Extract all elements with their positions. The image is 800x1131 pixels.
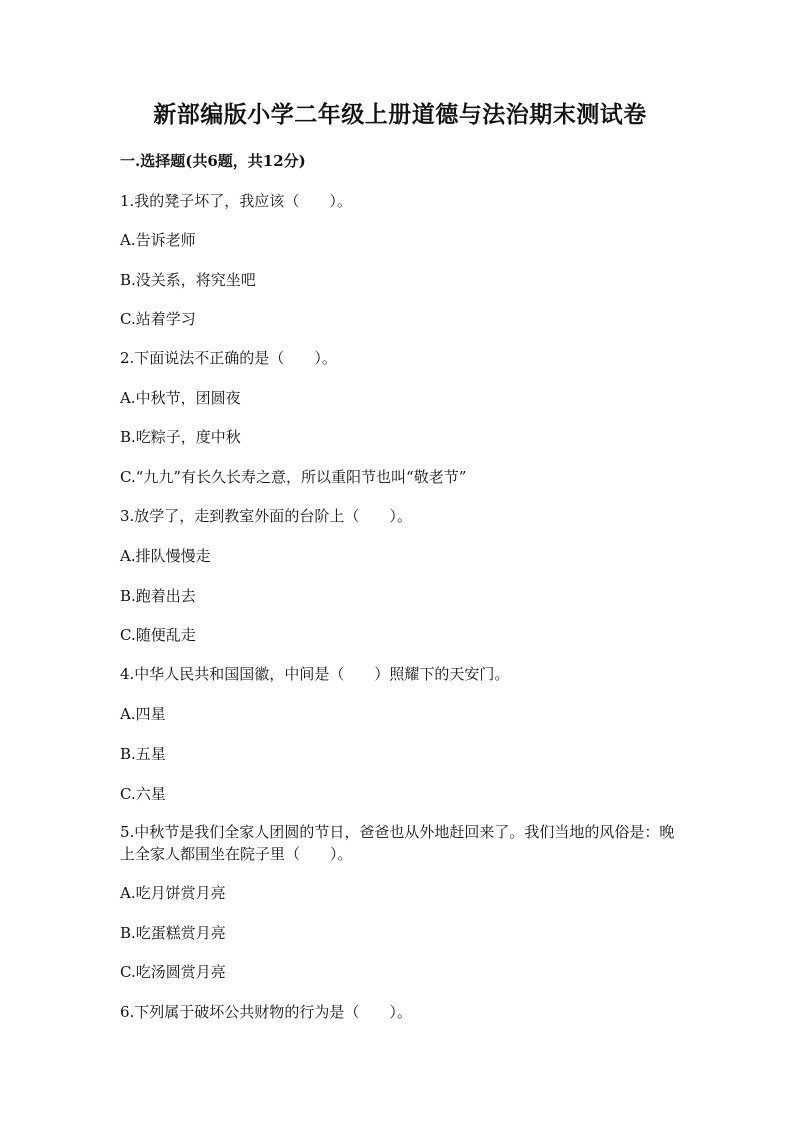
question-5-option-b: B.吃蛋糕赏月亮 bbox=[120, 924, 226, 942]
question-5-stem: 5.中秋节是我们全家人团圆的节日，爸爸也从外地赶回来了。我们当地的风俗是：晚上全家人都围坐在院子里（ ）。 bbox=[120, 823, 675, 863]
question-1-option-c: C.站着学习 bbox=[120, 310, 196, 328]
question-5-option-c: C.吃汤圆赏月亮 bbox=[120, 963, 226, 981]
question-3-option-c: C.随便乱走 bbox=[120, 626, 196, 644]
question-3-option-b: B.跑着出去 bbox=[120, 587, 196, 605]
question-4-option-a: A.四星 bbox=[120, 705, 166, 723]
question-3-stem: 3.放学了，走到教室外面的台阶上（ ）。 bbox=[120, 507, 412, 525]
question-5-option-a: A.吃月饼赏月亮 bbox=[120, 884, 226, 902]
section-heading: 一.选择题(共6题，共12分) bbox=[120, 152, 306, 170]
question-1-option-a: A.告诉老师 bbox=[120, 231, 196, 249]
question-2-option-c: C.“九九”有长久长寿之意，所以重阳节也叫“敬老节” bbox=[120, 468, 467, 486]
question-3-option-a: A.排队慢慢走 bbox=[120, 547, 211, 565]
question-4-stem: 4.中华人民共和国国徽，中间是（ ）照耀下的天安门。 bbox=[120, 665, 510, 683]
question-1-stem: 1.我的凳子坏了，我应该（ ）。 bbox=[120, 192, 352, 210]
question-2-option-a: A.中秋节，团圆夜 bbox=[120, 389, 241, 407]
question-2-option-b: B.吃粽子，度中秋 bbox=[120, 428, 241, 446]
question-4-option-b: B.五星 bbox=[120, 745, 166, 763]
question-2-stem: 2.下面说法不正确的是（ ）。 bbox=[120, 349, 337, 367]
question-1-option-b: B.没关系，将究坐吧 bbox=[120, 271, 256, 289]
question-6-stem: 6.下列属于破坏公共财物的行为是（ ）。 bbox=[120, 1003, 412, 1021]
question-4-option-c: C.六星 bbox=[120, 785, 166, 803]
page-title: 新部编版小学二年级上册道德与法治期末测试卷 bbox=[153, 101, 647, 128]
